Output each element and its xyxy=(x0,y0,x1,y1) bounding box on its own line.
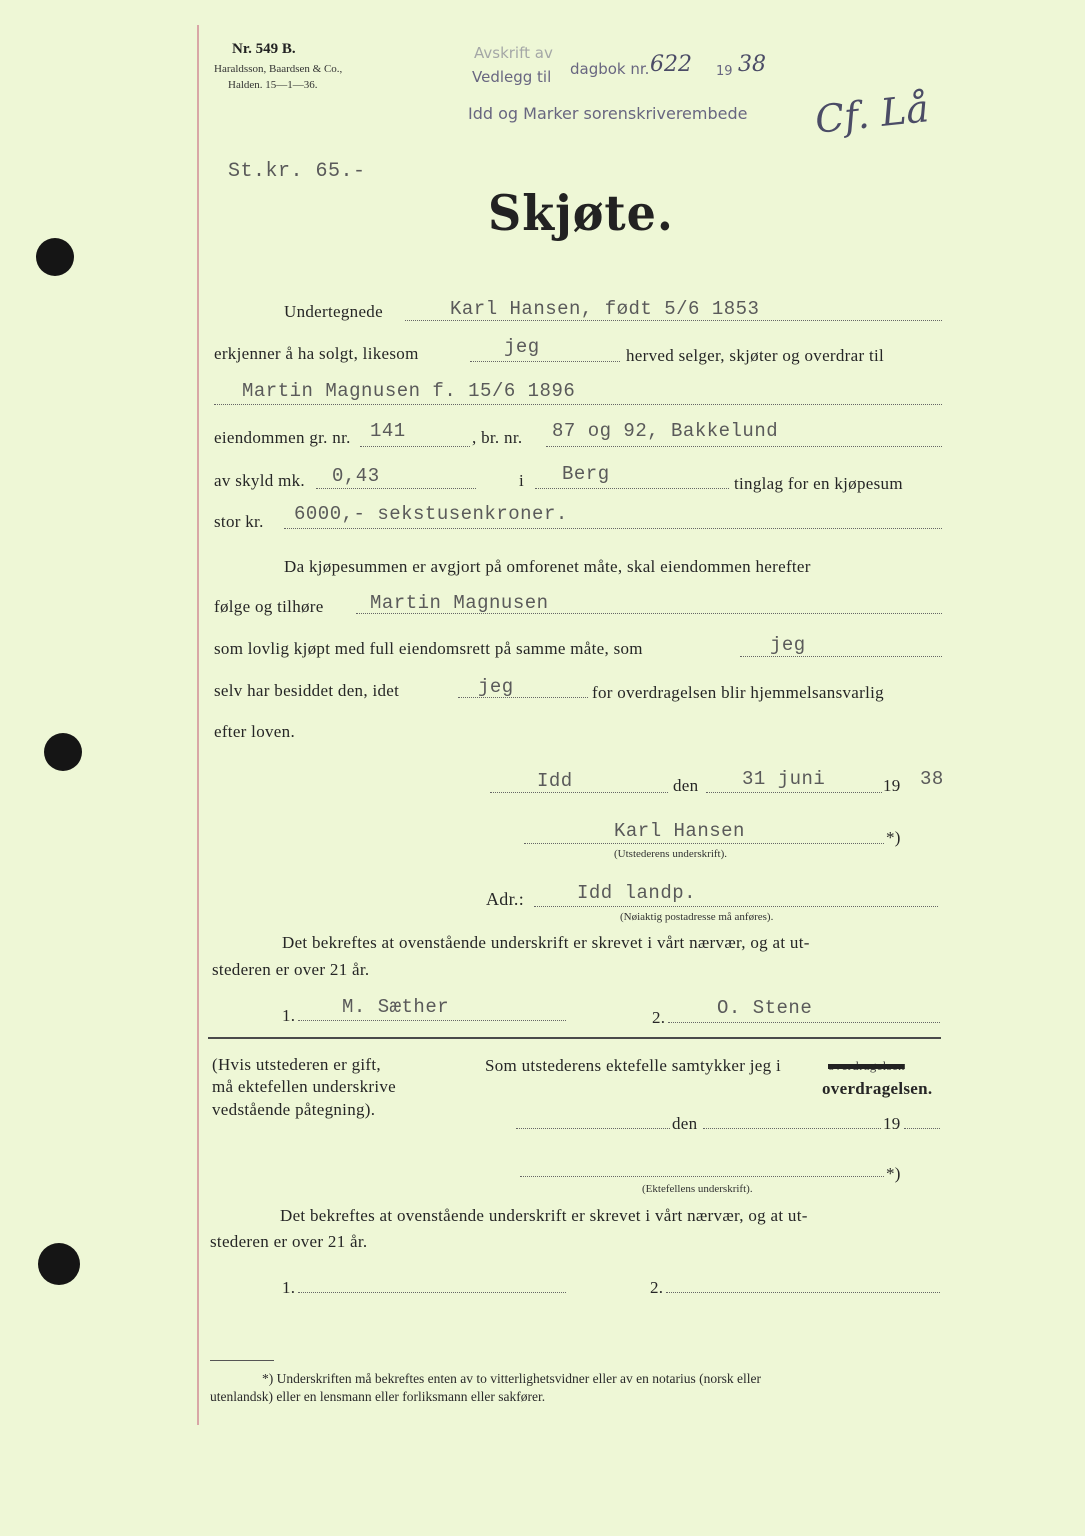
address-value: Idd landp. xyxy=(577,882,697,904)
witness-number: 2. xyxy=(652,1008,666,1027)
stamp-vedlegg: Vedlegg til xyxy=(472,68,552,86)
signing-place: Idd xyxy=(537,770,573,792)
follow-label: følge og tilhøre xyxy=(214,597,324,616)
undersigned-value: Karl Hansen, født 5/6 1853 xyxy=(450,298,760,320)
spouse-note: må ektefellen underskrive xyxy=(212,1077,397,1096)
stamp-struck-text: Avskrift av xyxy=(474,44,553,62)
fill-line xyxy=(703,1128,881,1129)
br-nr-label: , br. nr. xyxy=(472,428,523,447)
stamp-dagbok-number: 622 xyxy=(650,52,692,77)
witness-1-name: M. Sæther xyxy=(342,996,450,1018)
selv-label-2: for overdragelsen blir hjemmelsansvarlig xyxy=(592,683,884,702)
fill-line xyxy=(490,792,668,793)
lawful-label: som lovlig kjøpt med full eiendomsrett på samme måte, som xyxy=(214,639,643,658)
fill-line xyxy=(546,446,942,447)
witness-statement: Det bekreftes at ovenstående underskrift er skrevet i vårt nærvær, og at ut- xyxy=(282,933,810,952)
fill-line xyxy=(524,843,884,844)
stamp-court: Idd og Marker sorenskriverembede xyxy=(468,104,748,123)
spouse-consent-end: overdragelsen. xyxy=(822,1079,933,1098)
signing-date: 31 juni xyxy=(742,768,826,790)
margin-line xyxy=(197,25,199,1425)
fill-line xyxy=(534,906,938,907)
form-number: Nr. 549 B. xyxy=(232,41,296,57)
buyer-value: Martin Magnusen f. 15/6 1896 xyxy=(242,380,576,402)
fill-line xyxy=(405,320,942,321)
stamp-year: 38 xyxy=(738,52,766,77)
witness-statement: stederen er over 21 år. xyxy=(212,960,370,979)
footnote-text: *) Underskriften må bekreftes enten av to vitterlighetsvidner eller av en notarius (norsk eller xyxy=(262,1371,761,1386)
in-label: i xyxy=(519,471,525,490)
handwritten-note: Cf. Lå xyxy=(813,86,931,142)
printer-line: Haraldsson, Baardsen & Co., xyxy=(214,63,343,75)
punch-hole xyxy=(36,238,74,276)
fill-line xyxy=(535,488,729,489)
document-title: Skjøte. xyxy=(488,184,674,242)
fill-line xyxy=(284,528,942,529)
signing-year: 38 xyxy=(920,768,944,790)
stamp-duty: St.kr. 65.- xyxy=(228,160,366,183)
issuer-signature: Karl Hansen xyxy=(614,820,745,842)
footnote-mark: *) xyxy=(886,828,901,847)
year-prefix: 19 xyxy=(883,1114,901,1133)
year-prefix: 19 xyxy=(883,776,901,795)
skyld-label: av skyld mk. xyxy=(214,471,305,490)
witness-number: 1. xyxy=(282,1278,296,1297)
fill-line xyxy=(516,1128,670,1129)
footnote-rule xyxy=(210,1360,274,1361)
sells-label: herved selger, skjøter og overdrar til xyxy=(626,346,885,365)
witness-2-name: O. Stene xyxy=(717,997,813,1019)
spouse-note: vedstående påtegning). xyxy=(212,1100,376,1119)
fill-line xyxy=(904,1128,940,1129)
spouse-caption: (Ektefellens underskrift). xyxy=(642,1183,753,1195)
address-label: Adr.: xyxy=(486,889,525,909)
spouse-consent-struck: overdragelsen xyxy=(828,1058,905,1073)
fill-line xyxy=(668,1022,940,1023)
undersigned-label: Undertegnede xyxy=(284,302,383,321)
skyld-value: 0,43 xyxy=(332,465,380,487)
fill-line xyxy=(706,792,882,793)
punch-hole xyxy=(38,1243,80,1285)
acknowledges-label: erkjenner å ha solgt, likesom xyxy=(214,344,419,363)
fill-line xyxy=(470,361,620,362)
fill-line xyxy=(298,1292,566,1293)
address-caption: (Nøiaktig postadresse må anføres). xyxy=(620,911,774,923)
selv-value: jeg xyxy=(478,676,514,698)
price-value: 6000,- sekstusenkroner. xyxy=(294,503,568,525)
fill-line xyxy=(214,404,942,405)
fill-line xyxy=(666,1292,940,1293)
footnote-mark: *) xyxy=(886,1164,901,1183)
spouse-note: (Hvis utstederen er gift, xyxy=(212,1055,381,1074)
efter-loven: efter loven. xyxy=(214,722,296,741)
fill-line xyxy=(520,1176,884,1177)
witness-number: 1. xyxy=(282,1006,296,1025)
acknowledges-value: jeg xyxy=(504,336,540,358)
gr-nr-value: 141 xyxy=(370,420,406,442)
stamp-year-prefix: 19 xyxy=(716,64,733,79)
fill-line xyxy=(316,488,476,489)
spouse-consent: Som utstederens ektefelle samtykker jeg i xyxy=(485,1056,782,1075)
selv-label: selv har besiddet den, idet xyxy=(214,681,400,700)
witness-statement: stederen er over 21 år. xyxy=(210,1232,368,1251)
printer-line: Halden. 15—1—36. xyxy=(228,79,318,91)
follow-value: Martin Magnusen xyxy=(370,592,549,614)
price-label: stor kr. xyxy=(214,512,264,531)
issuer-caption: (Utstederens underskrift). xyxy=(614,848,728,860)
fill-line xyxy=(298,1020,566,1021)
den-label: den xyxy=(672,1114,698,1133)
paragraph-line: Da kjøpesummen er avgjort på omforenet måte, skal eiendommen herefter xyxy=(284,557,811,576)
lawful-value: jeg xyxy=(770,634,806,656)
property-label: eiendommen gr. nr. xyxy=(214,428,351,447)
den-label: den xyxy=(673,776,699,795)
witness-number: 2. xyxy=(650,1278,664,1297)
tinglag-value: Berg xyxy=(562,463,610,485)
br-nr-value: 87 og 92, Bakkelund xyxy=(552,420,779,442)
punch-hole xyxy=(44,733,82,771)
witness-statement: Det bekreftes at ovenstående underskrift er skrevet i vårt nærvær, og at ut- xyxy=(280,1206,808,1225)
stamp-dagbok-label: dagbok nr. xyxy=(570,60,650,78)
tinglag-label: tinglag for en kjøpesum xyxy=(734,474,903,493)
fill-line xyxy=(360,446,470,447)
fill-line xyxy=(740,656,942,657)
section-divider xyxy=(208,1037,941,1039)
footnote-text: utenlandsk) eller en lensmann eller forliksmann eller sakfører. xyxy=(210,1389,546,1404)
